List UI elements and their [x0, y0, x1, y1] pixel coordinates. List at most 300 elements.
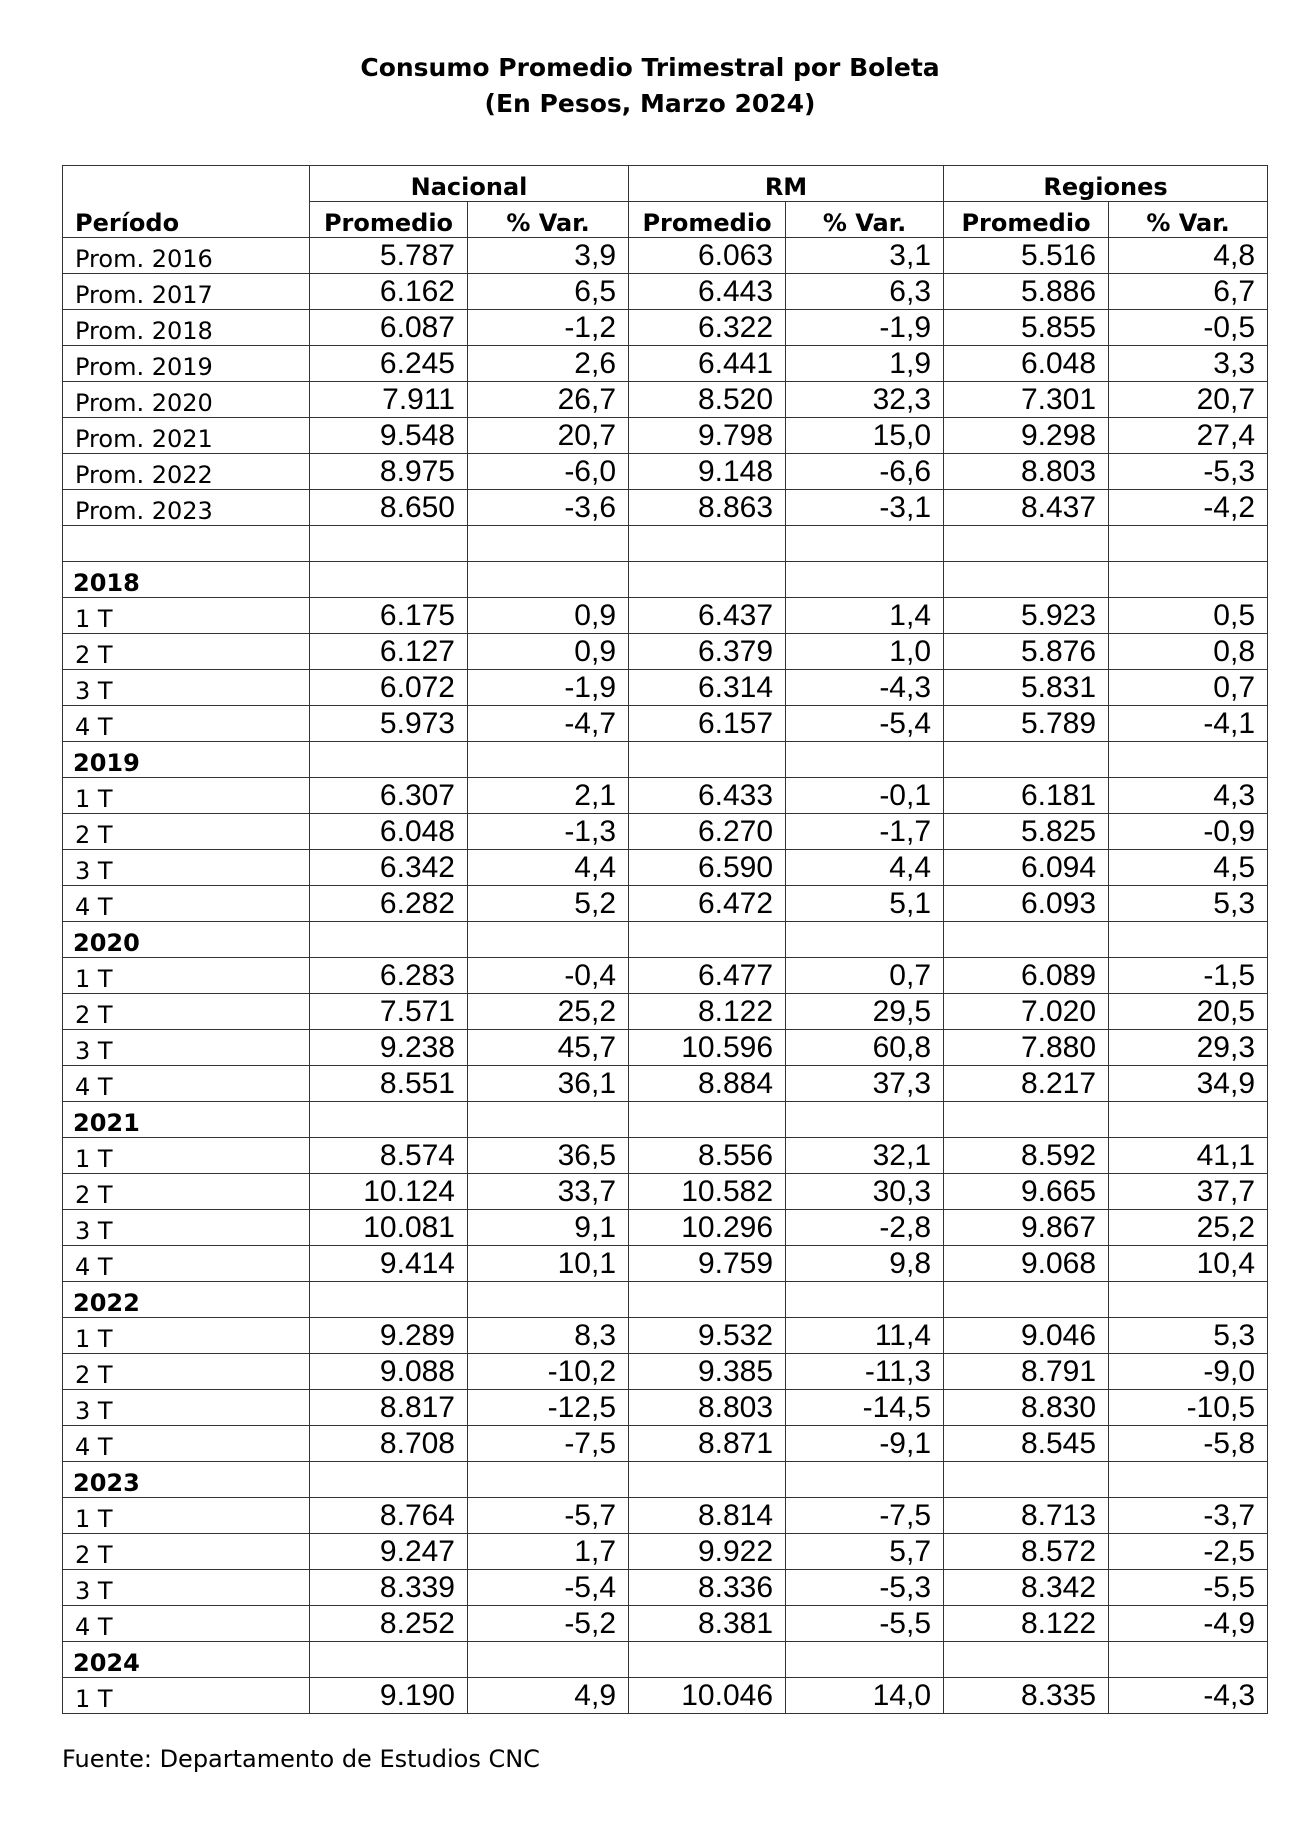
period-label: Prom. 2023: [63, 490, 310, 526]
header-group-regiones: Regiones: [944, 166, 1268, 202]
year-heading: 2024: [63, 1642, 310, 1678]
cell-rm-var: -11,3: [786, 1354, 944, 1390]
empty-cell: [1109, 1102, 1268, 1138]
cell-nacional-var: -10,2: [468, 1354, 629, 1390]
cell-nacional-promedio: 9.247: [310, 1534, 468, 1570]
cell-nacional-var: -1,2: [468, 310, 629, 346]
cell-nacional-var: 6,5: [468, 274, 629, 310]
table-row: [63, 1246, 1268, 1282]
cell-rm-promedio: 9.148: [629, 454, 786, 490]
header-row-sub: [63, 202, 1268, 238]
cell-rm-var: 60,8: [786, 1030, 944, 1066]
table-row: [63, 310, 1268, 346]
table-row: [63, 634, 1268, 670]
cell-rm-var: -1,9: [786, 310, 944, 346]
header-regiones-var: % Var.: [1109, 202, 1268, 238]
cell-regiones-var: 34,9: [1109, 1066, 1268, 1102]
empty-cell: [310, 1642, 468, 1678]
empty-cell: [944, 1642, 1109, 1678]
period-label: 1 T: [63, 1498, 310, 1534]
table-row: [63, 1426, 1268, 1462]
cell-rm-var: -0,1: [786, 778, 944, 814]
empty-cell: [629, 742, 786, 778]
cell-nacional-var: 20,7: [468, 418, 629, 454]
period-label: 1 T: [63, 1138, 310, 1174]
cell-regiones-promedio: 8.803: [944, 454, 1109, 490]
cell-regiones-promedio: 9.298: [944, 418, 1109, 454]
cell-rm-var: -5,4: [786, 706, 944, 742]
period-label: Prom. 2018: [63, 310, 310, 346]
cell-nacional-var: 2,6: [468, 346, 629, 382]
cell-rm-promedio: 6.157: [629, 706, 786, 742]
table-row: [63, 1498, 1268, 1534]
cell-nacional-var: -4,7: [468, 706, 629, 742]
cell-rm-promedio: 8.863: [629, 490, 786, 526]
table-row: [63, 706, 1268, 742]
table-row: [63, 670, 1268, 706]
cell-regiones-promedio: 8.335: [944, 1678, 1109, 1714]
cell-regiones-var: 4,5: [1109, 850, 1268, 886]
table-row: [63, 1318, 1268, 1354]
cell-rm-var: 11,4: [786, 1318, 944, 1354]
cell-nacional-promedio: 9.088: [310, 1354, 468, 1390]
period-label: 2 T: [63, 1174, 310, 1210]
cell-regiones-promedio: 9.068: [944, 1246, 1109, 1282]
cell-rm-promedio: 6.437: [629, 598, 786, 634]
period-label: 4 T: [63, 1426, 310, 1462]
cell-rm-promedio: 9.798: [629, 418, 786, 454]
cell-rm-var: 32,1: [786, 1138, 944, 1174]
cell-rm-var: 1,9: [786, 346, 944, 382]
cell-nacional-var: 36,1: [468, 1066, 629, 1102]
cell-rm-var: 6,3: [786, 274, 944, 310]
cell-nacional-promedio: 9.414: [310, 1246, 468, 1282]
cell-nacional-var: 2,1: [468, 778, 629, 814]
table-row: [63, 418, 1268, 454]
empty-cell: [468, 1462, 629, 1498]
cell-rm-promedio: 6.472: [629, 886, 786, 922]
cell-rm-promedio: 6.441: [629, 346, 786, 382]
cell-nacional-promedio: 8.764: [310, 1498, 468, 1534]
cell-regiones-var: -0,5: [1109, 310, 1268, 346]
cell-regiones-promedio: 5.825: [944, 814, 1109, 850]
cell-regiones-promedio: 9.867: [944, 1210, 1109, 1246]
header-regiones-promedio: Promedio: [944, 202, 1109, 238]
cell-nacional-var: 25,2: [468, 994, 629, 1030]
cell-rm-promedio: 6.443: [629, 274, 786, 310]
cell-rm-promedio: 6.322: [629, 310, 786, 346]
period-label: Prom. 2022: [63, 454, 310, 490]
table-row-year: [63, 1282, 1268, 1318]
table-subtitle: (En Pesos, Marzo 2024): [484, 89, 816, 118]
cell-regiones-var: 0,5: [1109, 598, 1268, 634]
empty-cell: [310, 922, 468, 958]
table-row: [63, 1534, 1268, 1570]
empty-cell: [468, 562, 629, 598]
table-row: [63, 1030, 1268, 1066]
cell-rm-var: 1,4: [786, 598, 944, 634]
cell-regiones-var: -4,1: [1109, 706, 1268, 742]
table-row: [63, 490, 1268, 526]
table-row-year: [63, 742, 1268, 778]
period-label: Prom. 2019: [63, 346, 310, 382]
cell-regiones-var: 5,3: [1109, 1318, 1268, 1354]
cell-regiones-var: -4,3: [1109, 1678, 1268, 1714]
cell-rm-var: 9,8: [786, 1246, 944, 1282]
cell-nacional-var: -5,4: [468, 1570, 629, 1606]
cell-nacional-promedio: 8.252: [310, 1606, 468, 1642]
table-row: [63, 382, 1268, 418]
cell-regiones-var: 6,7: [1109, 274, 1268, 310]
empty-cell: [468, 1102, 629, 1138]
empty-cell: [1109, 742, 1268, 778]
cell-regiones-promedio: 8.437: [944, 490, 1109, 526]
cell-nacional-promedio: 7.571: [310, 994, 468, 1030]
cell-nacional-promedio: 6.283: [310, 958, 468, 994]
period-label: 1 T: [63, 1318, 310, 1354]
empty-cell: [468, 742, 629, 778]
cell-regiones-var: 4,8: [1109, 238, 1268, 274]
cell-nacional-promedio: 8.650: [310, 490, 468, 526]
cell-rm-promedio: 8.814: [629, 1498, 786, 1534]
cell-regiones-promedio: 8.217: [944, 1066, 1109, 1102]
cell-regiones-var: -0,9: [1109, 814, 1268, 850]
cell-nacional-promedio: 6.175: [310, 598, 468, 634]
table-row: [63, 1210, 1268, 1246]
cell-regiones-var: 5,3: [1109, 886, 1268, 922]
cell-rm-promedio: 10.296: [629, 1210, 786, 1246]
cell-rm-promedio: 8.884: [629, 1066, 786, 1102]
empty-cell: [629, 922, 786, 958]
table-row: [63, 1390, 1268, 1426]
cell-rm-promedio: 6.590: [629, 850, 786, 886]
table-row: [63, 238, 1268, 274]
year-heading: 2020: [63, 922, 310, 958]
cell-nacional-var: -12,5: [468, 1390, 629, 1426]
cell-nacional-var: -1,3: [468, 814, 629, 850]
empty-cell: [310, 562, 468, 598]
table-row: [63, 814, 1268, 850]
cell-nacional-promedio: 8.817: [310, 1390, 468, 1426]
period-label: 4 T: [63, 1606, 310, 1642]
year-heading: 2019: [63, 742, 310, 778]
cell-rm-var: -14,5: [786, 1390, 944, 1426]
cell-rm-promedio: 8.381: [629, 1606, 786, 1642]
empty-cell: [63, 526, 310, 562]
cell-nacional-var: 0,9: [468, 634, 629, 670]
empty-cell: [944, 1102, 1109, 1138]
cell-regiones-var: 29,3: [1109, 1030, 1268, 1066]
cell-nacional-var: 26,7: [468, 382, 629, 418]
cell-rm-var: -3,1: [786, 490, 944, 526]
empty-cell: [786, 922, 944, 958]
cell-nacional-var: 3,9: [468, 238, 629, 274]
empty-cell: [944, 526, 1109, 562]
table-row-spacer: [63, 526, 1268, 562]
cell-regiones-var: -2,5: [1109, 1534, 1268, 1570]
cell-rm-promedio: 8.520: [629, 382, 786, 418]
cell-nacional-var: -5,2: [468, 1606, 629, 1642]
cell-rm-var: -1,7: [786, 814, 944, 850]
cell-regiones-promedio: 6.089: [944, 958, 1109, 994]
cell-regiones-var: -4,2: [1109, 490, 1268, 526]
cell-nacional-var: 33,7: [468, 1174, 629, 1210]
cell-regiones-promedio: 9.665: [944, 1174, 1109, 1210]
cell-rm-promedio: 9.385: [629, 1354, 786, 1390]
year-heading: 2022: [63, 1282, 310, 1318]
table-row: [63, 598, 1268, 634]
cell-nacional-promedio: 10.081: [310, 1210, 468, 1246]
empty-cell: [944, 922, 1109, 958]
cell-nacional-var: 8,3: [468, 1318, 629, 1354]
table-row: [63, 274, 1268, 310]
cell-rm-promedio: 9.759: [629, 1246, 786, 1282]
empty-cell: [468, 1642, 629, 1678]
cell-nacional-promedio: 7.911: [310, 382, 468, 418]
period-label: Prom. 2017: [63, 274, 310, 310]
cell-rm-promedio: 8.556: [629, 1138, 786, 1174]
empty-cell: [1109, 562, 1268, 598]
cell-nacional-promedio: 8.339: [310, 1570, 468, 1606]
empty-cell: [786, 562, 944, 598]
empty-cell: [310, 1282, 468, 1318]
table-row-year: [63, 562, 1268, 598]
cell-regiones-promedio: 5.886: [944, 274, 1109, 310]
period-label: 2 T: [63, 814, 310, 850]
cell-regiones-var: 25,2: [1109, 1210, 1268, 1246]
empty-cell: [944, 562, 1109, 598]
empty-cell: [310, 1462, 468, 1498]
cell-nacional-promedio: 9.289: [310, 1318, 468, 1354]
cell-nacional-promedio: 9.190: [310, 1678, 468, 1714]
table-row: [63, 454, 1268, 490]
cell-nacional-promedio: 6.072: [310, 670, 468, 706]
cell-nacional-promedio: 9.238: [310, 1030, 468, 1066]
table-row: [63, 778, 1268, 814]
header-group-rm: RM: [629, 166, 944, 202]
cell-nacional-var: -0,4: [468, 958, 629, 994]
empty-cell: [468, 526, 629, 562]
header-rm-var: % Var.: [786, 202, 944, 238]
empty-cell: [1109, 1642, 1268, 1678]
cell-nacional-promedio: 6.282: [310, 886, 468, 922]
cell-rm-var: -7,5: [786, 1498, 944, 1534]
empty-cell: [786, 742, 944, 778]
period-label: 3 T: [63, 850, 310, 886]
cell-nacional-var: -6,0: [468, 454, 629, 490]
period-label: 4 T: [63, 886, 310, 922]
year-heading: 2021: [63, 1102, 310, 1138]
cell-nacional-var: 10,1: [468, 1246, 629, 1282]
year-heading: 2023: [63, 1462, 310, 1498]
cell-regiones-var: -10,5: [1109, 1390, 1268, 1426]
cell-rm-promedio: 6.270: [629, 814, 786, 850]
cell-regiones-promedio: 8.791: [944, 1354, 1109, 1390]
cell-rm-promedio: 6.433: [629, 778, 786, 814]
cell-rm-promedio: 9.922: [629, 1534, 786, 1570]
cell-nacional-var: 45,7: [468, 1030, 629, 1066]
header-nacional-var: % Var.: [468, 202, 629, 238]
cell-regiones-promedio: 8.545: [944, 1426, 1109, 1462]
cell-regiones-var: 10,4: [1109, 1246, 1268, 1282]
cell-regiones-var: 0,8: [1109, 634, 1268, 670]
period-label: 2 T: [63, 1354, 310, 1390]
cell-regiones-var: 0,7: [1109, 670, 1268, 706]
cell-rm-promedio: 10.046: [629, 1678, 786, 1714]
cell-nacional-var: -7,5: [468, 1426, 629, 1462]
cell-nacional-var: 4,4: [468, 850, 629, 886]
cell-nacional-var: 4,9: [468, 1678, 629, 1714]
table-row: [63, 1354, 1268, 1390]
cell-rm-promedio: 10.596: [629, 1030, 786, 1066]
period-label: 3 T: [63, 1390, 310, 1426]
header-period: Período: [63, 202, 310, 238]
header-rm-promedio: Promedio: [629, 202, 786, 238]
cell-nacional-var: 36,5: [468, 1138, 629, 1174]
cell-rm-var: -5,5: [786, 1606, 944, 1642]
period-label: 4 T: [63, 1066, 310, 1102]
cell-nacional-var: 0,9: [468, 598, 629, 634]
period-label: 1 T: [63, 1678, 310, 1714]
cell-rm-var: 1,0: [786, 634, 944, 670]
period-label: 2 T: [63, 994, 310, 1030]
empty-cell: [310, 742, 468, 778]
cell-nacional-var: -1,9: [468, 670, 629, 706]
empty-cell: [944, 1462, 1109, 1498]
cell-rm-promedio: 8.336: [629, 1570, 786, 1606]
cell-rm-promedio: 8.871: [629, 1426, 786, 1462]
empty-cell: [629, 526, 786, 562]
table-row-year: [63, 1642, 1268, 1678]
cell-regiones-promedio: 5.831: [944, 670, 1109, 706]
cell-rm-var: 14,0: [786, 1678, 944, 1714]
table-row: [63, 1066, 1268, 1102]
table-title: Consumo Promedio Trimestral por Boleta: [360, 53, 940, 82]
cell-regiones-var: -5,5: [1109, 1570, 1268, 1606]
empty-cell: [629, 1282, 786, 1318]
cell-rm-var: -5,3: [786, 1570, 944, 1606]
cell-regiones-promedio: 5.855: [944, 310, 1109, 346]
cell-regiones-var: 27,4: [1109, 418, 1268, 454]
table-row: [63, 1678, 1268, 1714]
period-label: 4 T: [63, 1246, 310, 1282]
table-row: [63, 1570, 1268, 1606]
cell-rm-promedio: 6.314: [629, 670, 786, 706]
cell-nacional-promedio: 6.342: [310, 850, 468, 886]
cell-rm-var: 5,7: [786, 1534, 944, 1570]
table-row: [63, 994, 1268, 1030]
period-label: 3 T: [63, 1030, 310, 1066]
cell-regiones-promedio: 6.094: [944, 850, 1109, 886]
cell-rm-var: -6,6: [786, 454, 944, 490]
cell-nacional-promedio: 6.162: [310, 274, 468, 310]
cell-nacional-promedio: 8.574: [310, 1138, 468, 1174]
cell-regiones-var: 37,7: [1109, 1174, 1268, 1210]
period-label: 1 T: [63, 958, 310, 994]
period-label: 1 T: [63, 598, 310, 634]
cell-regiones-promedio: 8.572: [944, 1534, 1109, 1570]
table-row: [63, 886, 1268, 922]
cell-regiones-var: -5,3: [1109, 454, 1268, 490]
cell-rm-var: 3,1: [786, 238, 944, 274]
header-nacional-promedio: Promedio: [310, 202, 468, 238]
table-row: [63, 346, 1268, 382]
cell-regiones-promedio: 8.713: [944, 1498, 1109, 1534]
cell-nacional-var: 1,7: [468, 1534, 629, 1570]
period-label: 2 T: [63, 634, 310, 670]
cell-regiones-var: 3,3: [1109, 346, 1268, 382]
table-row: [63, 958, 1268, 994]
empty-cell: [468, 1282, 629, 1318]
cell-rm-promedio: 8.122: [629, 994, 786, 1030]
cell-regiones-promedio: 7.301: [944, 382, 1109, 418]
cell-regiones-promedio: 8.592: [944, 1138, 1109, 1174]
header-group-nacional: Nacional: [310, 166, 629, 202]
table-row: [63, 850, 1268, 886]
cell-regiones-promedio: 8.830: [944, 1390, 1109, 1426]
cell-regiones-promedio: 8.342: [944, 1570, 1109, 1606]
cell-regiones-promedio: 5.789: [944, 706, 1109, 742]
empty-cell: [1109, 1282, 1268, 1318]
cell-rm-var: 32,3: [786, 382, 944, 418]
cell-rm-promedio: 6.379: [629, 634, 786, 670]
source-note: Fuente: Departamento de Estudios CNC: [62, 1745, 540, 1773]
empty-cell: [468, 922, 629, 958]
empty-cell: [1109, 922, 1268, 958]
cell-regiones-promedio: 5.923: [944, 598, 1109, 634]
header-row-groups: [63, 166, 1268, 202]
empty-cell: [786, 1462, 944, 1498]
cell-rm-promedio: 6.063: [629, 238, 786, 274]
header-period-top: [63, 166, 310, 202]
table-row: [63, 1174, 1268, 1210]
cell-regiones-promedio: 6.181: [944, 778, 1109, 814]
cell-rm-var: -4,3: [786, 670, 944, 706]
cell-regiones-var: -5,8: [1109, 1426, 1268, 1462]
cell-nacional-promedio: 6.087: [310, 310, 468, 346]
table-row: [63, 1138, 1268, 1174]
empty-cell: [629, 1102, 786, 1138]
period-label: 3 T: [63, 1210, 310, 1246]
cell-regiones-promedio: 5.876: [944, 634, 1109, 670]
cell-nacional-var: 9,1: [468, 1210, 629, 1246]
cell-rm-promedio: 8.803: [629, 1390, 786, 1426]
period-label: 3 T: [63, 670, 310, 706]
empty-cell: [944, 742, 1109, 778]
table-row-year: [63, 1102, 1268, 1138]
period-label: Prom. 2020: [63, 382, 310, 418]
empty-cell: [786, 1282, 944, 1318]
cell-nacional-promedio: 8.551: [310, 1066, 468, 1102]
cell-nacional-promedio: 8.975: [310, 454, 468, 490]
period-label: 4 T: [63, 706, 310, 742]
cell-regiones-promedio: 6.048: [944, 346, 1109, 382]
cell-nacional-promedio: 6.307: [310, 778, 468, 814]
consumption-table: [62, 165, 1268, 1714]
period-label: 1 T: [63, 778, 310, 814]
cell-regiones-var: -9,0: [1109, 1354, 1268, 1390]
period-label: 3 T: [63, 1570, 310, 1606]
cell-rm-var: 4,4: [786, 850, 944, 886]
empty-cell: [944, 1282, 1109, 1318]
cell-regiones-promedio: 9.046: [944, 1318, 1109, 1354]
cell-regiones-var: 20,7: [1109, 382, 1268, 418]
cell-nacional-promedio: 6.127: [310, 634, 468, 670]
cell-regiones-promedio: 5.516: [944, 238, 1109, 274]
cell-rm-promedio: 6.477: [629, 958, 786, 994]
cell-nacional-promedio: 6.048: [310, 814, 468, 850]
cell-rm-var: 29,5: [786, 994, 944, 1030]
